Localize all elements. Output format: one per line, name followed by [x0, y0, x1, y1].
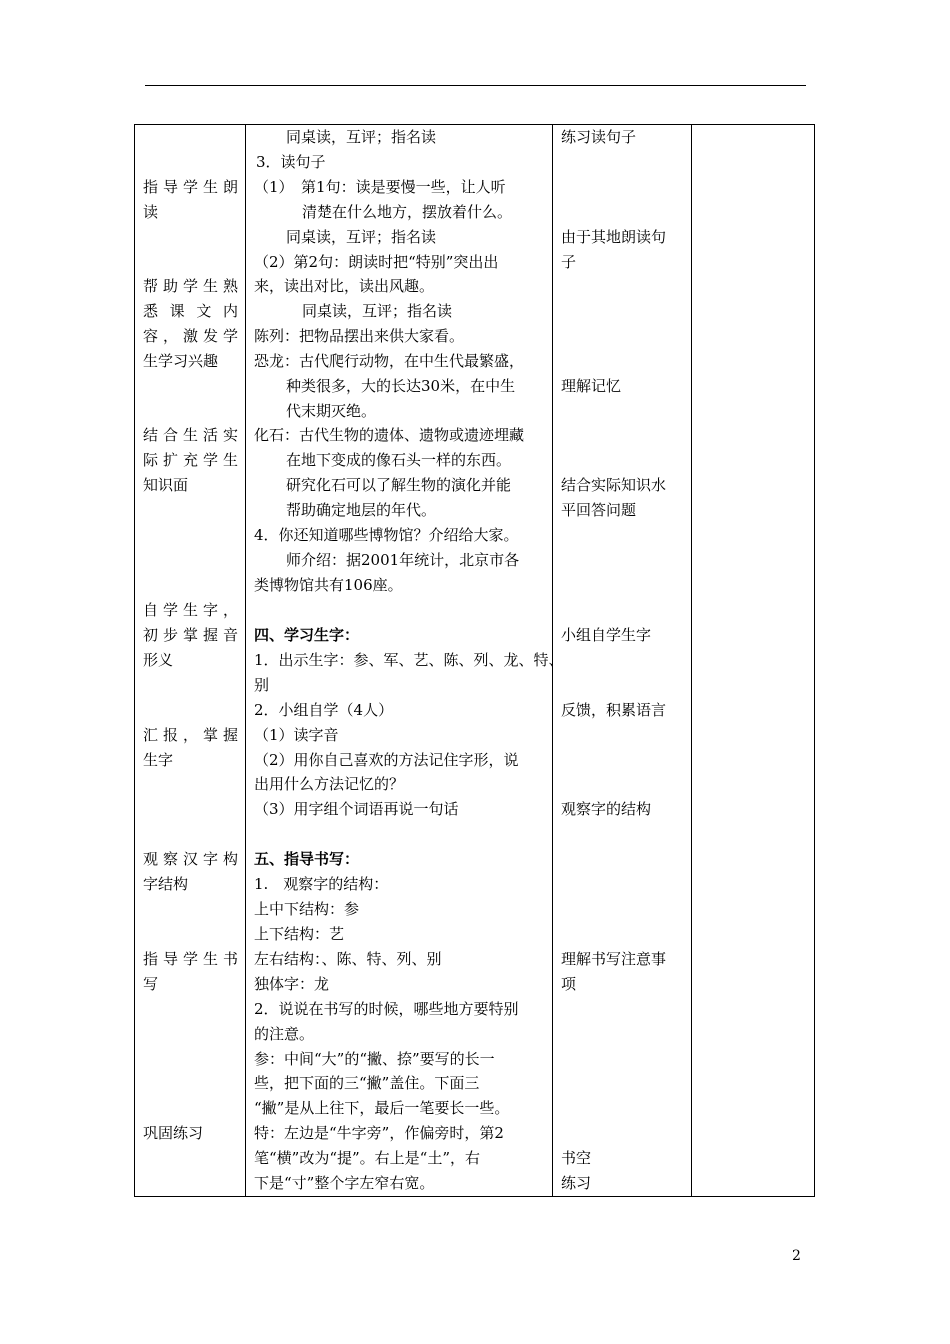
process-line: 参：中间“大”的“撇、捺”要写的长一 [254, 1050, 495, 1068]
process-line: 代末期灭绝。 [286, 402, 377, 420]
process-line: 些，把下面的三“撇”盖住。下面三 [254, 1074, 480, 1092]
process-line: 的注意。 [254, 1025, 315, 1043]
process-line: “撇”是从上往下，最后一笔要长一些。 [254, 1099, 510, 1117]
purpose-line: 字结构 [143, 875, 189, 893]
process-line: 3．读句子 [256, 153, 326, 171]
process-line: 陈列：把物品摆出来供大家看。 [254, 327, 465, 345]
header-rule [145, 85, 806, 86]
purpose-line: 观察汉字构 [143, 850, 238, 868]
process-line: 同桌读，互评；指名读 [286, 128, 437, 146]
process-line: 下是“寸”整个字左窄右宽。 [254, 1174, 435, 1192]
process-line: 研究化石可以了解生物的演化并能 [286, 476, 512, 494]
student-line: 观察字的结构 [561, 800, 652, 818]
process-line: （2）第2句：朗读时把“特别”突出出 [254, 253, 499, 271]
section-heading: 四、学习生字： [254, 626, 360, 644]
student-line: 书空 [561, 1149, 592, 1167]
process-line: 同桌读，互评；指名读 [302, 302, 453, 320]
purpose-line: 指导学生朗 [143, 178, 238, 196]
process-line: 2．说说在书写的时候，哪些地方要特别 [254, 1000, 519, 1018]
process-line: 左右结构：、陈、特、列、别 [254, 950, 442, 968]
process-line: （2）用你自己喜欢的方法记住字形，说 [254, 751, 519, 769]
process-line: （1） 第1句：读是要慢一些，让人听 [254, 178, 506, 196]
student-line: 由于其地朗读句 [561, 228, 667, 246]
process-line: 帮助确定地层的年代。 [286, 501, 437, 519]
process-line: 上中下结构：参 [254, 900, 360, 918]
process-line: 别 [254, 676, 270, 694]
purpose-line: 汇报，掌握 [143, 726, 238, 744]
notes-column [691, 125, 815, 1196]
process-line: 恐龙：古代爬行动物，在中生代最繁盛， [254, 352, 525, 370]
process-line: 出用什么方法记忆的？ [254, 775, 405, 793]
purpose-column [143, 125, 238, 1196]
student-line: 练习读句子 [561, 128, 637, 146]
process-line: 独体字：龙 [254, 975, 330, 993]
section-heading: 五、指导书写： [254, 850, 360, 868]
process-line: 在地下变成的像石头一样的东西。 [286, 451, 512, 469]
page-number: 2 [792, 1248, 801, 1264]
purpose-line: 生学习兴趣 [143, 352, 219, 370]
process-line: 同桌读，互评；指名读 [286, 228, 437, 246]
process-line: 4．你还知道哪些博物馆？介绍给大家。 [254, 526, 519, 544]
process-line: 笔“横”改为“提”。右上是“土”，右 [254, 1149, 481, 1167]
purpose-line: 指导学生书 [143, 950, 238, 968]
process-line: 化石：古代生物的遗体、遗物或遗迹埋藏 [254, 426, 525, 444]
process-column [254, 125, 564, 1196]
purpose-line: 自学生字， [143, 601, 238, 619]
student-line: 练习 [561, 1174, 592, 1192]
purpose-line: 际扩充学生 [143, 451, 238, 469]
purpose-line: 读 [143, 203, 159, 221]
student-line: 小组自学生字 [561, 626, 652, 644]
purpose-line: 帮助学生熟 [143, 277, 238, 295]
purpose-line: 结合生活实 [143, 426, 238, 444]
process-line: 清楚在什么地方，摆放着什么。 [302, 203, 513, 221]
student-line: 平回答问题 [561, 501, 637, 519]
purpose-line: 写 [143, 975, 159, 993]
process-line: 来，读出对比，读出风趣。 [254, 277, 435, 295]
purpose-line: 初步掌握音 [143, 626, 238, 644]
process-line: （1）读字音 [254, 726, 339, 744]
student-column [561, 125, 689, 1196]
student-line: 子 [561, 253, 577, 271]
purpose-line: 知识面 [143, 476, 189, 494]
purpose-line: 巩固练习 [143, 1124, 204, 1142]
student-line: 项 [561, 975, 577, 993]
process-line: 类博物馆共有106座。 [254, 576, 403, 594]
process-line: 上下结构：艺 [254, 925, 345, 943]
process-line: 特：左边是“牛字旁”，作偏旁时，第2 [254, 1124, 504, 1142]
student-line: 反馈，积累语言 [561, 701, 667, 719]
process-line: （3）用字组个词语再说一句话 [254, 800, 459, 818]
column-divider-1 [245, 125, 246, 1196]
lesson-plan-table [134, 124, 815, 1197]
student-line: 理解记忆 [561, 377, 622, 395]
purpose-line: 形义 [143, 651, 174, 669]
process-line: 种类很多，大的长达30米，在中生 [286, 377, 516, 395]
process-line: 2．小组自学（4人） [254, 701, 394, 719]
process-line: 1. 观察字的结构： [254, 875, 389, 893]
purpose-line: 容，激发学 [143, 327, 238, 345]
process-line: 1．出示生字：参、军、艺、陈、列、龙、特、 [254, 651, 564, 669]
purpose-line: 悉 课 文 内 [143, 302, 238, 320]
student-line: 结合实际知识水 [561, 476, 667, 494]
purpose-line: 生字 [143, 751, 174, 769]
process-line: 师介绍：据2001年统计，北京市各 [286, 551, 520, 569]
student-line: 理解书写注意事 [561, 950, 667, 968]
